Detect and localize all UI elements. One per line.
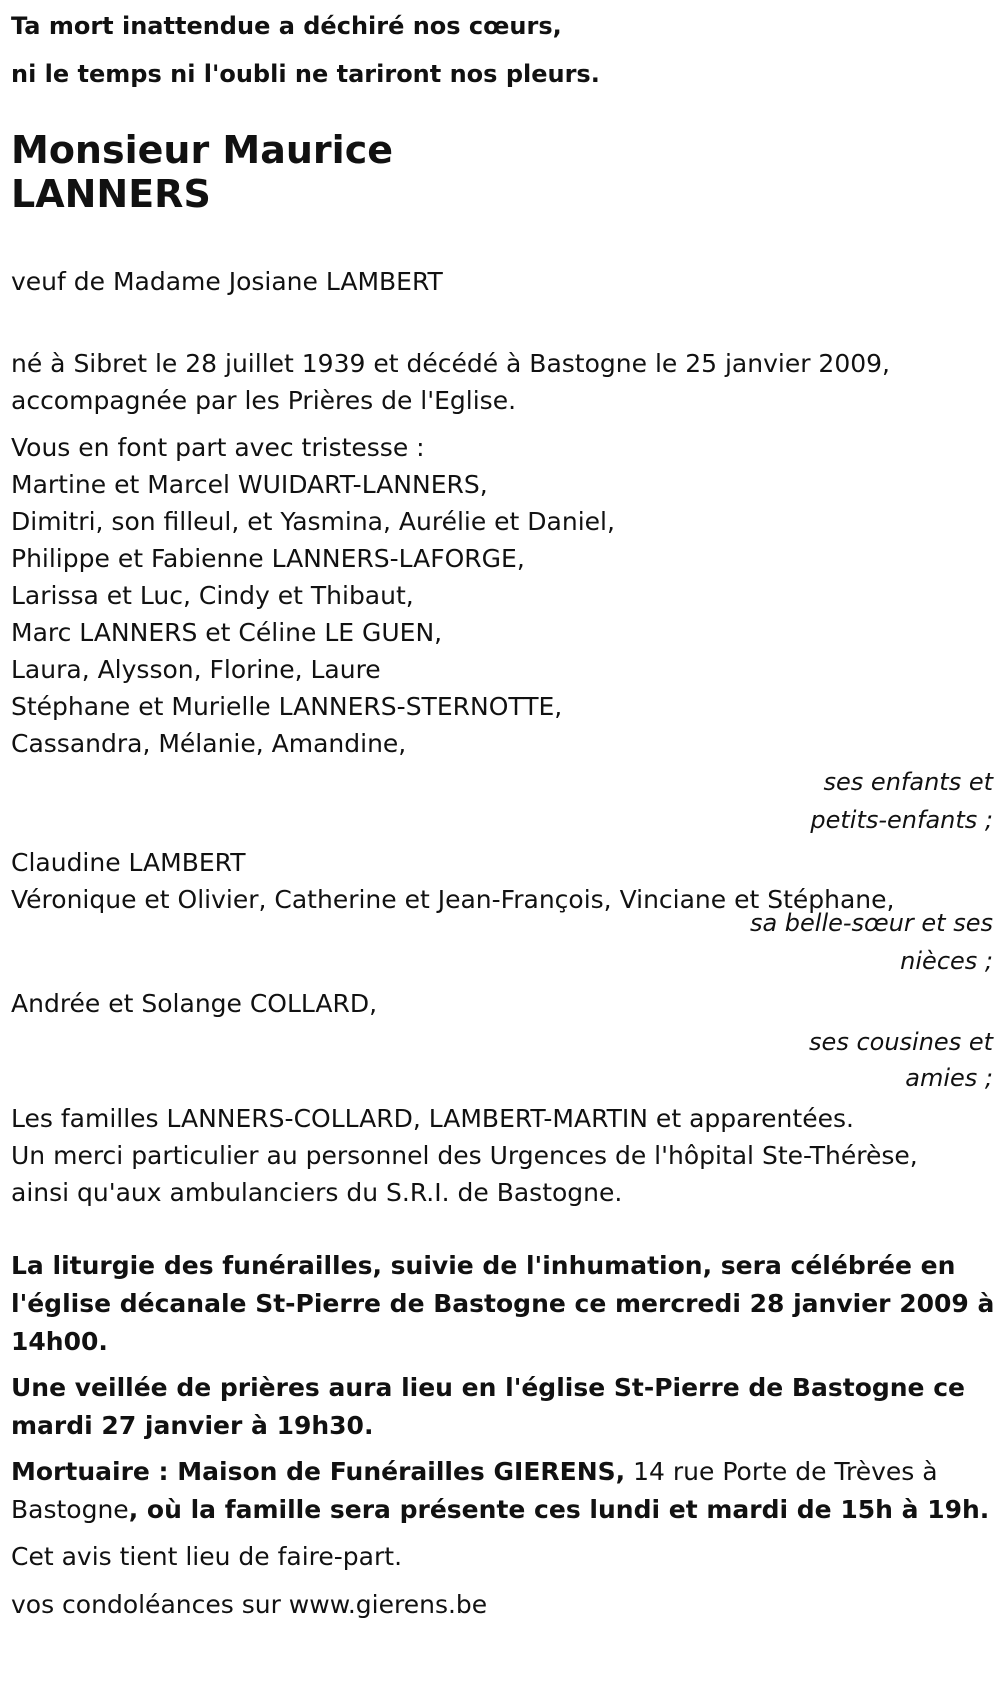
sister-line-2: Véronique et Olivier, Catherine et Jean-François, Vinciane et Stéphane, [11,885,895,914]
mortuary-label: Mortuaire : Maison de Funérailles GIERENS, [11,1457,626,1486]
list-item: Laura, Alysson, Florine, Laure [11,655,381,684]
mortuary-line-2 [11,1491,993,1529]
list-item: Dimitri, son filleul, et Yasmina, Aurélie et Daniel, [11,507,615,536]
list-item: Larissa et Luc, Cindy et Thibaut, [11,581,414,610]
condolences-text: vos condoléances sur www.gierens.be [11,1590,488,1619]
sister-role-line-1: sa belle-sœur et ses [749,909,993,937]
children-role-line-1: ses enfants et [823,768,993,796]
accompanied-text: accompagnée par les Prières de l'Eglise. [11,386,517,415]
sister-line-1: Claudine LAMBERT [11,848,246,877]
cousins-role-line-2: amies ; [905,1064,993,1092]
vigil-line-1: Une veillée de prières aura lieu en l'église St-Pierre de Bastogne ce [11,1373,965,1402]
list-item: Cassandra, Mélanie, Amandine, [11,729,407,758]
thanks-line-2: ainsi qu'aux ambulanciers du S.R.I. de Bastogne. [11,1178,623,1207]
funeral-line-2: l'église décanale St-Pierre de Bastogne ce mercredi 28 janvier 2009 à [11,1289,995,1318]
obituary-notice [11,0,993,1625]
announcement-lead: Vous en font part avec tristesse : [11,433,425,462]
cousins-line: Andrée et Solange COLLARD, [11,989,378,1018]
funeral-line-3: 14h00. [11,1327,108,1356]
deceased-name-first: Monsieur Maurice [11,128,393,172]
notice-text: Cet avis tient lieu de faire-part. [11,1542,403,1571]
list-item: Martine et Marcel WUIDART-LANNERS, [11,470,488,499]
thanks-line-1: Un merci particulier au personnel des Urgences de l'hôpital Ste-Thérèse, [11,1141,918,1170]
mortuary-presence: , où la famille sera présente ces lundi et mardi de 15h à 19h. [128,1495,990,1524]
funeral-line-1: La liturgie des funérailles, suivie de l'inhumation, sera célébrée en [11,1251,956,1280]
list-item: Marc LANNERS et Céline LE GUEN, [11,618,443,647]
children-role-line-2: petits-enfants ; [810,806,993,834]
list-item: Stéphane et Murielle LANNERS-STERNOTTE, [11,692,563,721]
vigil-line-2: mardi 27 janvier à 19h30. [11,1411,374,1440]
mortuary-address-1: 14 rue Porte de Trèves à [625,1457,938,1486]
widow-of-text: veuf de Madame Josiane LAMBERT [11,267,443,296]
children-list [11,466,993,762]
intro-verse-line-1: Ta mort inattendue a déchiré nos cœurs, [11,12,562,40]
families-line: Les familles LANNERS-COLLARD, LAMBERT-MARTIN et apparentées. [11,1104,854,1133]
mortuary-line-1 [11,1453,993,1491]
cousins-role-line-1: ses cousines et [809,1028,993,1056]
mortuary-address-2: Bastogne [11,1495,129,1524]
intro-verse-line-2: ni le temps ni l'oubli ne tariront nos pleurs. [11,60,600,88]
sister-role-line-2: nièces ; [900,947,993,975]
list-item: Philippe et Fabienne LANNERS-LAFORGE, [11,544,525,573]
birth-death-text: né à Sibret le 28 juillet 1939 et décédé à Bastogne le 25 janvier 2009, [11,349,891,378]
deceased-name-last: LANNERS [11,172,211,216]
